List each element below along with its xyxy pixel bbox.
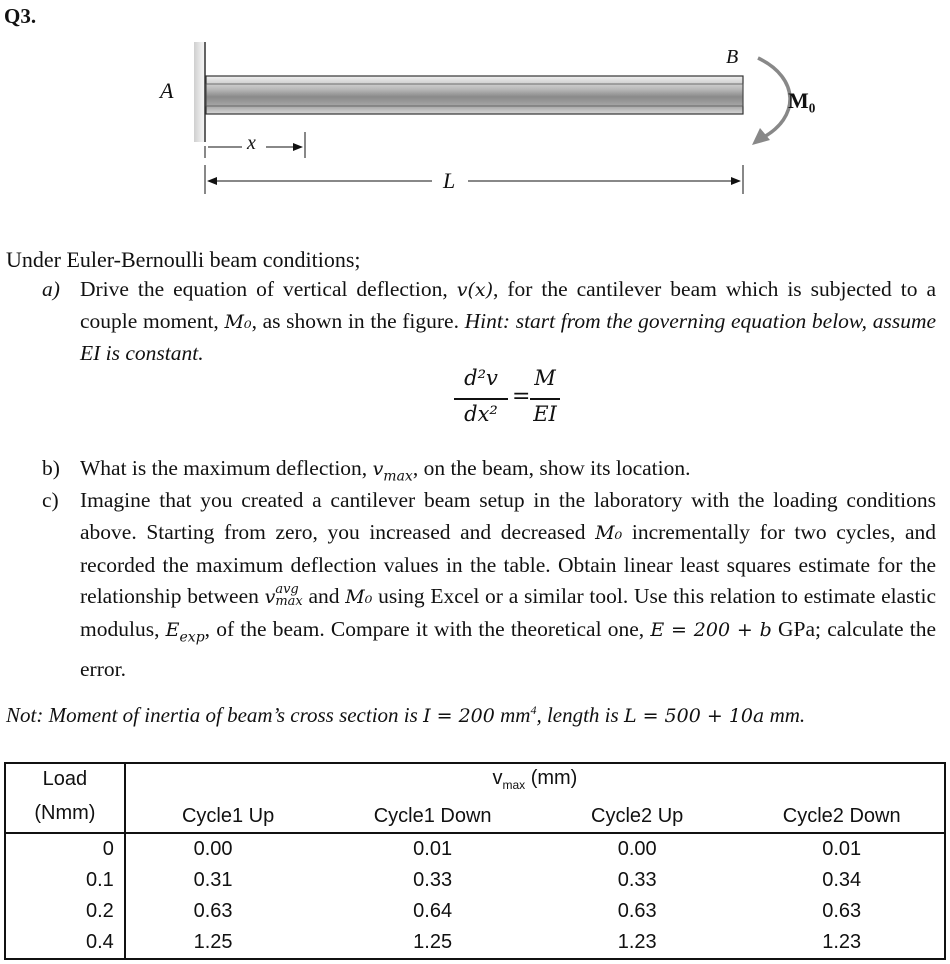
part-c-text-4: using Excel or a similar tool. Use this relation to estimate elastic modulus,	[80, 584, 937, 642]
part-c-e-equation: E = 200 + b	[650, 619, 772, 642]
value-cell: 1.23	[535, 927, 740, 959]
load-cell: 0.1	[5, 865, 125, 896]
deflection-table	[4, 762, 946, 960]
col-header-cycle1-up: Cycle1 Up	[125, 795, 331, 833]
col-header-cycle2-down: Cycle2 Down	[739, 795, 945, 833]
part-c-text-2: incrementally for two cycles, and recorded the maximum deflection values in the table. Obtain linear least squares estimate for the relationship between	[80, 519, 936, 609]
value-cell: 1.23	[739, 927, 945, 959]
part-c-text-1: Imagine that you created a cantilever beam setup in the laboratory with the loading conditions above. Starting from zero, you increased and decreased	[80, 488, 936, 544]
value-cell: 0.64	[413, 900, 453, 922]
moment-arrow	[758, 58, 790, 138]
value-cell: 1.25	[125, 927, 331, 959]
col-header-cycle2-up: Cycle2 Up	[535, 795, 740, 833]
part-a-vx: v(x)	[456, 279, 493, 301]
load-cell: 0.2	[5, 896, 125, 927]
value-cell: 0.00	[617, 838, 657, 860]
value-cell: 0.63	[193, 900, 233, 922]
value-cell: 0.01	[739, 833, 945, 865]
load-header-1: Load	[5, 763, 125, 795]
value-cell: 0.63	[617, 900, 657, 922]
part-b-text-1: What is the maximum deflection,	[80, 456, 368, 480]
col-header-cycle1-down: Cycle1 Down	[330, 795, 535, 833]
table-row	[5, 927, 945, 959]
value-cell: 0.33	[413, 869, 453, 891]
part-c-text-3: and	[308, 584, 340, 609]
part-b-vmax-sub: max	[383, 468, 413, 485]
part-c-vavg: v avg max	[264, 582, 303, 610]
value-cell: 1.25	[330, 927, 535, 959]
note-text: Not: Moment of inertia of beam’s cross section is I = 200 $mm^4$, length is L = 500 + 10a mm.	[6, 703, 806, 727]
value-cell: 0.63	[739, 896, 945, 927]
part-a-text-3: , as shown in the figure.	[251, 309, 459, 333]
label-b: B	[726, 46, 739, 68]
load-cell: 0.4	[5, 927, 125, 959]
label-a: A	[160, 78, 174, 103]
part-b-text-2: , on the beam, show its location.	[412, 456, 691, 480]
table-row	[5, 833, 945, 865]
question-label: Q3.	[4, 4, 37, 28]
eq-lhs-num: d²v	[464, 366, 498, 390]
part-c-eexp-sub: exp	[179, 629, 205, 646]
table-row	[5, 865, 945, 896]
value-cell: 0.00	[193, 838, 233, 860]
part-b	[0, 453, 950, 487]
value-cell: 0.01	[413, 838, 453, 860]
part-c-text-5: , of the beam. Compare it with the theoretical one,	[204, 617, 645, 642]
part-b-vmax: v	[372, 458, 384, 480]
label-x: x	[247, 132, 256, 154]
value-cell: 0.33	[617, 869, 657, 891]
part-c-eexp: E	[165, 619, 180, 642]
eq-rhs-den: EI	[533, 402, 557, 426]
table-row	[5, 896, 945, 927]
part-c-label: c)	[42, 488, 59, 512]
note-l-equation: L = 500 + 10a	[623, 705, 765, 727]
part-a-m0: M₀	[224, 311, 252, 333]
intro-text: Under Euler-Bernoulli beam conditions;	[6, 247, 361, 272]
part-a-label: a)	[42, 277, 60, 301]
eq-rhs-num: M	[534, 366, 556, 390]
load-header-2: (Nmm)	[5, 795, 125, 833]
eq-lhs-den: dx²	[464, 402, 498, 426]
part-b-label: b)	[42, 456, 60, 480]
beam-figure	[0, 0, 950, 240]
value-cell: 0.31	[193, 869, 233, 891]
label-m0: M₀	[788, 88, 816, 113]
value-cell: 0.34	[739, 865, 945, 896]
beam	[206, 76, 743, 114]
load-cell: 0	[5, 833, 125, 865]
part-c-m0-b: M₀	[345, 586, 373, 609]
note-i-equation: I = 200	[423, 705, 495, 727]
wall-support	[194, 42, 206, 142]
vmax-header: $v_{max}$ (mm)	[125, 763, 945, 795]
part-a	[0, 274, 950, 374]
eq-equals: =	[512, 384, 531, 409]
part-c	[0, 485, 950, 685]
part-a-hint: Hint: start from the governing equation below, assume EI is constant.	[80, 309, 937, 365]
part-c-m0-a: M₀	[595, 521, 623, 544]
label-l: L	[443, 168, 456, 193]
part-a-text-1: Drive the equation of vertical deflection,	[80, 277, 448, 301]
part-c-text-6: GPa; calculate the error.	[80, 617, 937, 682]
part-a-text-2: , for the cantilever beam which is subjected to a couple moment,	[80, 277, 936, 333]
